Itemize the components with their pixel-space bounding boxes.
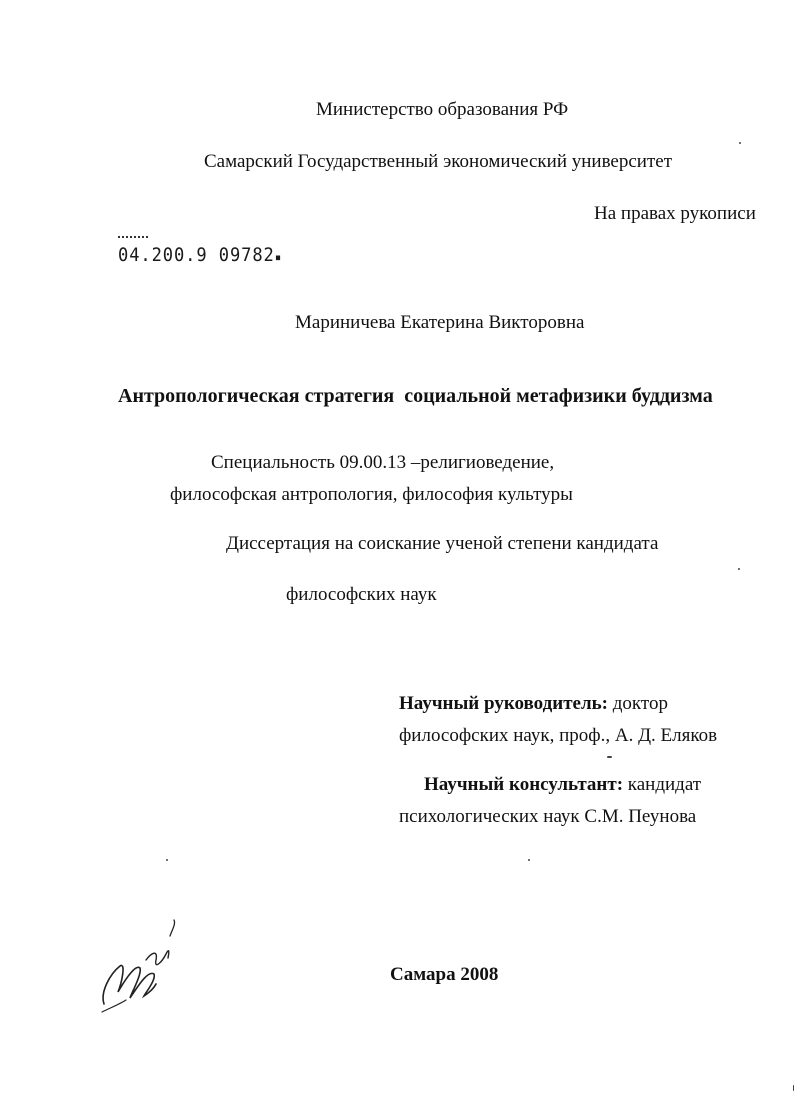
stamp-code: 04.200.9 09782 xyxy=(118,244,275,266)
author-name: Мариничева Екатерина Викторовна xyxy=(295,312,585,333)
consultant-label: Научный консультант: xyxy=(424,774,624,795)
supervisor-line-1 xyxy=(399,693,668,715)
university-line: Самарский Государственный экономический университет xyxy=(204,151,673,172)
scan-speck xyxy=(738,568,740,570)
consultant-degree: кандидат xyxy=(623,774,702,795)
manuscript-rights-line: На правах рукописи xyxy=(594,203,756,224)
ministry-line: Министерство образования РФ xyxy=(316,99,569,120)
scan-speck xyxy=(528,859,530,861)
supervisor-degree: доктор xyxy=(608,693,668,714)
handwritten-signature xyxy=(96,912,186,1022)
scan-speck xyxy=(607,756,612,758)
consultant-line-2: психологических наук С.М. Пеунова xyxy=(399,806,697,827)
consultant-line-1 xyxy=(424,774,701,796)
scan-speck xyxy=(793,1085,794,1091)
specialty-line-2: философская антропология, философия культуры xyxy=(170,484,573,505)
scan-speck xyxy=(166,859,168,861)
city-year: Самара 2008 xyxy=(390,964,499,985)
degree-line-1: Диссертация на соискание ученой степени кандидата xyxy=(226,533,659,554)
specialty-line-1: Специальность 09.00.13 –религиоведение, xyxy=(211,452,555,473)
scan-speck xyxy=(739,142,741,144)
supervisor-line-2: философских наук, проф., А. Д. Еляков xyxy=(399,725,718,746)
stamp-dots xyxy=(118,236,148,244)
registration-stamp: 04.200.9 09782▪ xyxy=(118,244,283,266)
degree-line-2: философских наук xyxy=(286,584,437,605)
dissertation-title: Антропологическая стратегия социальной метафизики буддизма xyxy=(118,385,713,407)
supervisor-label: Научный руководитель: xyxy=(399,693,608,714)
